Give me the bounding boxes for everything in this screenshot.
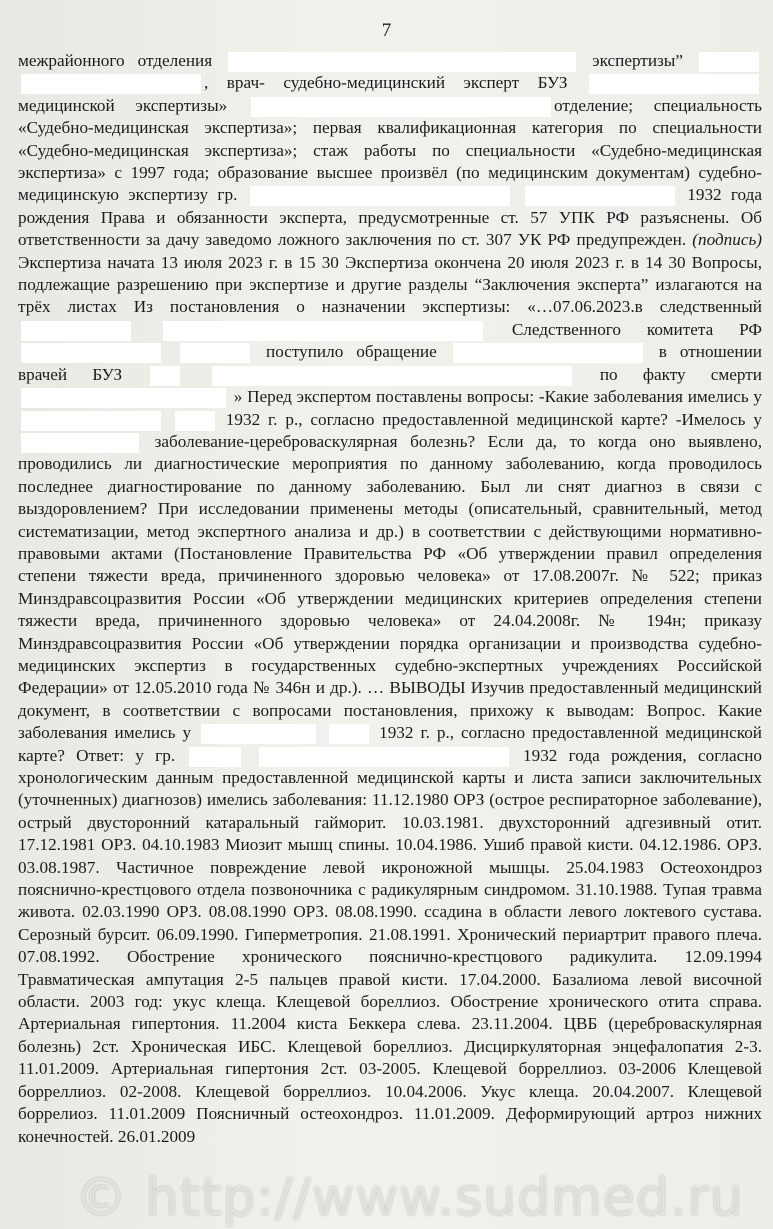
redaction — [329, 724, 369, 744]
redaction — [21, 321, 131, 341]
watermark: © http://www.sudmed.ru — [75, 1168, 744, 1228]
redaction — [589, 74, 759, 94]
paragraph: межрайонного отделения экспертизы” , врач- судебно-медицинский эксперт БУЗ медицинской экспертизы» отделение; специальность «Судебно-медицинская экспертиза»; первая квалификационная категория по специальности «Судебно-медицинская экспертиза»; стаж работы по специальности «Судебно-медицинская экспертиза» с 1997 года; образование высшее произвёл (по медицинским документам) судебно-медицинскую экспертизу гр. 1932 года рождения Права и обязанности эксперта, предусмотренные ст. 57 УПК РФ разъяснены. Об ответственности за дачу заведомо ложного заключения по ст. 307 УК РФ предупрежден. (подпись) Экспертиза начата 13 июля 2023 г. в 15 30 Экспертиза окончена 20 июля 2023 г. в 14 30 Вопросы, подлежащие разрешению при экспертизе и другие разделы “Заключения эксперта” излагаются на трёх листах Из постановления о назначении экспертизы: «…07.06.2023.в следственный Следственного комитета РФ поступило обращение в отношении врачей БУЗ по факту смерти » Перед экспертом поставлены вопросы: -Какие заболевания имелись у 1932 г. р., согласно предоставленной медицинской карте? -Имелось у заболевание-цереброваскулярная болезнь? Если да, то когда оно выявлено, проводились ли диагностические мероприятия по данному заболеванию, когда проводилось последнее диагностирование по данному заболеванию. Был ли снят диагноз в связи с выздоровлением? При исследовании применены методы (описательный, сравнительный, метод систематизации, метод экспертного анализа и др.) в соответствии с действующими нормативно-правовыми актами (Постановление Правительства РФ «Об утверждении правил определения степени тяжести вреда, причиненного здоровью человека» от 17.08.2007г. № 522; приказ Минздравсоцразвития России «Об утверждении медицинских критериев определения степени тяжести вреда, причиненного здоровью человека» от 24.04.2008г. № 194н; приказу Минздравсоцразвития России «Об утверждении порядка организации и производства судебно-медицинских экспертиз в государственных судебно-экспертных учреждениях Российской Федерации» от 12.05.2010 года № 346н и др.). … ВЫВОДЫ Изучив предоставленный медицинский документ, в соответствии с вопросами постановления, прихожу к выводам: Вопрос. Какие заболевания имелись у 1932 г. р., согласно предоставленной медицинской карте? Ответ: у гр. 1932 года рождения, согласно хронологическим данным предоставленной медицинской карты и листа записи заключительных (уточненных) диагнозов) имелись заболевания: 11.12.1980 ОРЗ (острое респираторное заболевание), острый двусторонний катаральный гайморит. 10.03.1981. двухсторонний адгезивный отит. 17.12.1981 ОРЗ. 04.10.1983 Миозит мышц спины. 10.04.1986. Ушиб правой кисти. 04.12.1986. ОРЗ. 03.08.1987. Частичное повреждение левой икроножной мышцы. 25.04.1983 Остеохондроз пояснично-крестцового отдела позвоночника с радикулярным синдромом. 31.10.1988. Тупая травма живота. 02.03.1990 ОРЗ. 08.08.1990 ОРЗ. 08.08.1990. ссадина в области левого локтевого сустава. Серозный бурсит. 06.09.1990. Гиперметропия. 21.08.1991. Хронический периартрит правого плеча. 07.08.1992. Обострение хронического пояснично-крестцового радикулита. 12.09.1994 Травматическая ампутация 2-5 пальцев правой кисти. 17.04.2000. Базалиома левой височной области. 2003 год: укус клеща. Клещевой бореллиоз. Обострение хронического отита справа. Артериальная гипертония. 11.2004 киста Беккера слева. 23.11.2004. ЦВБ (цереброваскулярная болезнь) 2ст. Хроническая ИБС. Клещевой бореллиоз. Дисциркуляторная энцефалопатия 2-3. 11.01.2009. Артериальная гипертония 2ст. 03-2005. Клещевой борреллиоз. 03-2006 Клещевой борреллиоз. 02-2008. Клещевой борреллиоз. 10.04.2006. Укус клеща. 20.04.2007. Клещевой боррелиоз. 11.01.2009 Поясничный остеохондроз. 11.01.2009. Деформирующий артроз нижних конечностей. 26.01.2009 — [18, 51, 763, 1146]
redaction — [201, 724, 316, 744]
redaction — [259, 747, 509, 767]
redaction — [175, 411, 215, 431]
redaction — [251, 97, 551, 117]
page-number: 7 — [381, 20, 392, 41]
redaction — [525, 186, 675, 206]
redaction — [21, 343, 161, 363]
redaction — [21, 74, 201, 94]
redaction — [212, 366, 572, 386]
redaction — [21, 411, 161, 431]
redaction — [699, 52, 759, 72]
redaction — [250, 186, 510, 206]
redaction — [150, 366, 180, 386]
redaction — [21, 388, 226, 408]
redaction — [163, 321, 483, 341]
redaction — [180, 343, 250, 363]
redaction — [21, 433, 139, 453]
document-body — [18, 50, 762, 1148]
redaction — [189, 747, 241, 767]
redaction — [453, 343, 643, 363]
redaction — [228, 52, 576, 72]
